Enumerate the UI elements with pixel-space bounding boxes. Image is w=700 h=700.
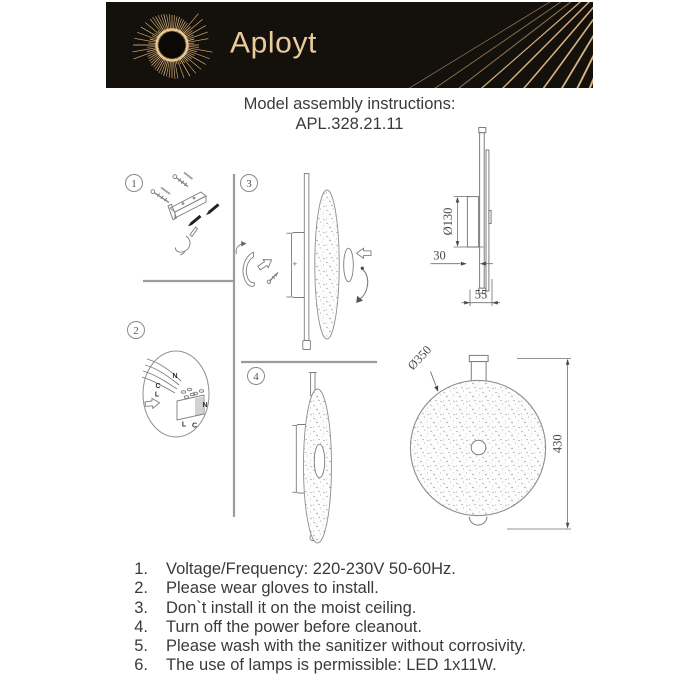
- step-3-number: 3: [246, 178, 252, 190]
- step-1-number: 1: [131, 178, 137, 190]
- step-4-number: 4: [253, 371, 259, 383]
- wire-label-n: N: [202, 402, 208, 409]
- dim-total-depth: 55: [474, 287, 488, 302]
- instruction-number: 6.: [134, 656, 148, 675]
- wire-label-l: L: [181, 421, 187, 429]
- instructions-list: [126, 560, 526, 676]
- front-view-drawing: [405, 343, 571, 529]
- instruction-text: Please wear gloves to install.: [166, 579, 379, 598]
- wire-label-l: L: [154, 391, 160, 399]
- model-number: APL.328.21.11: [295, 115, 404, 133]
- instruction-text: Please wash with the sanitizer without corrosivity.: [166, 637, 527, 656]
- instruction-text: Turn off the power before cleanout.: [166, 617, 422, 636]
- bottom-tab: [469, 517, 487, 525]
- wire-label-c: C: [155, 383, 161, 390]
- instruction-item: [126, 637, 526, 656]
- assembled-lamp-drawing: [292, 373, 331, 544]
- instruction-number: 3.: [134, 598, 148, 617]
- dim-overall-height: 430: [550, 434, 565, 454]
- step-2-diagram: [128, 322, 210, 438]
- instruction-item: [126, 579, 526, 598]
- dim-canopy-depth: 30: [433, 248, 446, 263]
- instruction-text: Don`t install it on the moist ceiling.: [166, 598, 417, 617]
- instruction-number: 1.: [134, 560, 148, 578]
- instruction-number: 4.: [134, 617, 148, 636]
- step-4-diagram: [248, 368, 332, 544]
- instruction-number: 2.: [134, 579, 148, 598]
- instruction-item: [126, 656, 526, 675]
- section-dividers: [143, 174, 377, 517]
- mounting-bracket-drawing: [151, 173, 219, 255]
- brand-wordmark: Aployt: [230, 26, 317, 60]
- wire-label-n: N: [172, 373, 178, 380]
- instruction-text: Voltage/Frequency: 220-230V 50-60Hz.: [166, 560, 456, 578]
- exploded-view-drawing: [236, 174, 371, 350]
- center-hub: [471, 440, 486, 455]
- attach-arrow-icon: [357, 248, 372, 258]
- dim-canopy-diameter: Ø130: [441, 207, 455, 236]
- push-arrow-icon: [256, 256, 274, 272]
- side-view-drawing: [431, 128, 501, 307]
- instruction-number: 5.: [134, 637, 148, 656]
- stone-disc-side: [315, 190, 339, 339]
- instruction-item: [126, 599, 526, 618]
- magnifier-circle: [143, 351, 209, 437]
- step-3-diagram: [236, 174, 371, 350]
- instruction-item: [126, 560, 526, 579]
- dim-shade-diameter: Ø350: [404, 342, 435, 373]
- step-1-diagram: [126, 173, 219, 255]
- instruction-item: [126, 618, 526, 637]
- page-title: Model assembly instructions:: [243, 95, 456, 113]
- instruction-text: The use of lamps is permissible: LED 1x11W.: [166, 656, 497, 675]
- wire-label-c: C: [191, 422, 198, 430]
- step-2-number: 2: [133, 325, 139, 337]
